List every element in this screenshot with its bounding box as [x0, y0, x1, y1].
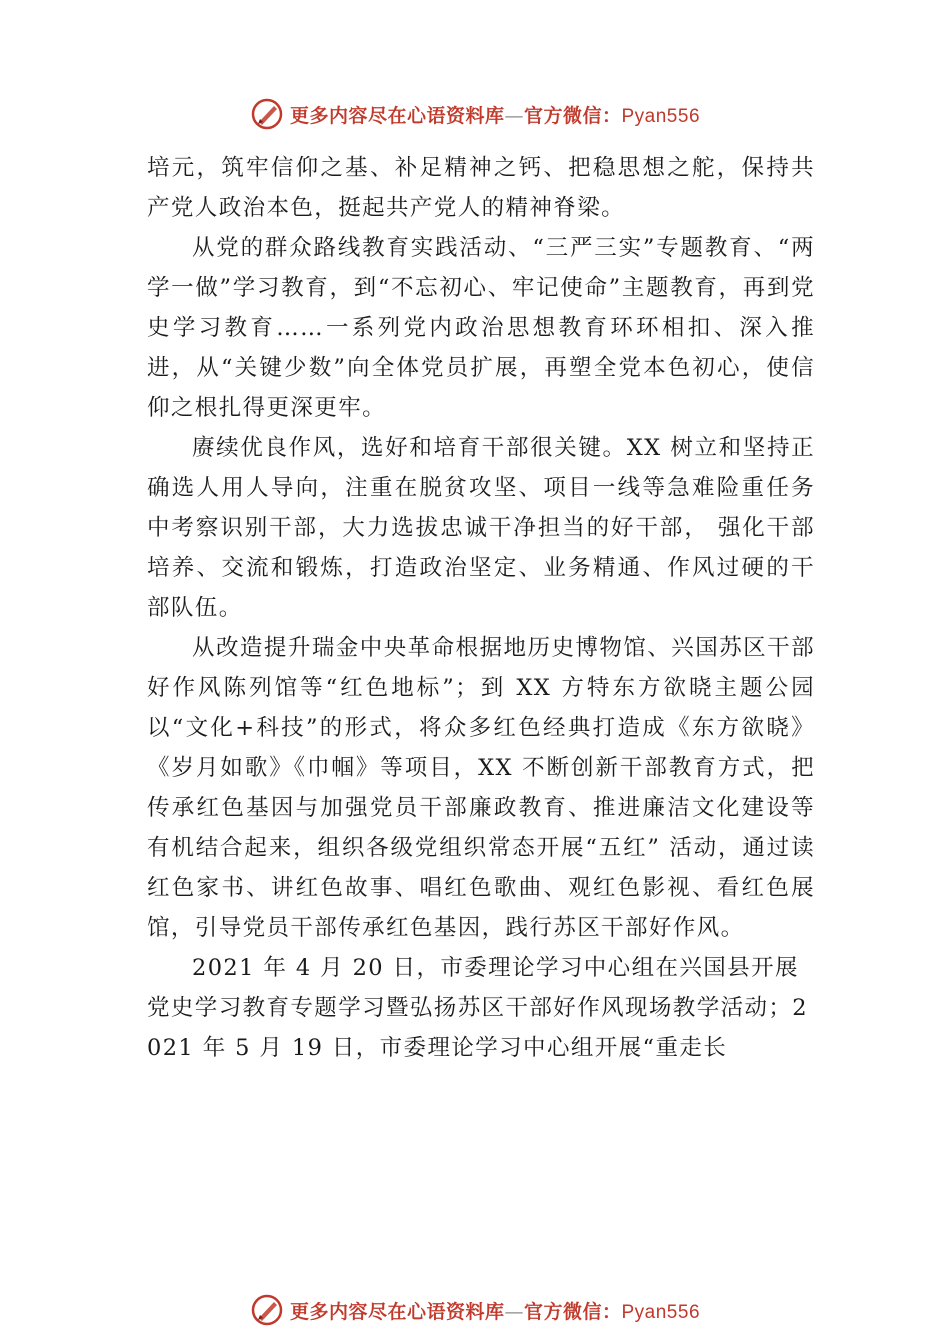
- watermark-label: 官方微信：: [523, 104, 622, 127]
- header-watermark: [0, 94, 950, 134]
- watermark-separator: —: [504, 104, 524, 127]
- watermark-id: Pyan556: [621, 1301, 701, 1323]
- watermark-separator: —: [504, 1300, 524, 1323]
- paragraph-1: 培元，筑牢信仰之基、补足精神之钙、把稳思想之舵，保持共产党人政治本色，挺起共产党人的精神脊梁。: [147, 155, 815, 221]
- watermark-cn: 更多内容尽在心语资料库: [289, 1300, 505, 1323]
- watermark-text: [290, 101, 700, 128]
- paragraph-5: 2021 年 4 月 20 日，市委理论学习中心组在兴国县开展党史学习教育专题学习暨弘扬苏区干部好作风现场教学活动；2021 年 5 月 19 日，市委理论学习中心组开展“重走长: [147, 955, 809, 1061]
- pen-seal-logo-icon: [250, 1293, 284, 1327]
- document-body: [147, 148, 815, 1068]
- pen-seal-logo-icon: [250, 97, 284, 131]
- watermark-id: Pyan556: [621, 105, 701, 127]
- paragraph-3: 赓续优良作风，选好和培育干部很关键。XX 树立和坚持正确选人用人导向，注重在脱贫攻坚、项目一线等急难险重任务中考察识别干部，大力选拔忠诚干净担当的好干部， 强化干部培养、交流和锻炼，打造政治坚定、业务精通、作风过硬的干部队伍。: [147, 435, 815, 621]
- watermark-text: [290, 1297, 700, 1324]
- watermark-cn: 更多内容尽在心语资料库: [289, 104, 505, 127]
- paragraph-2: 从党的群众路线教育实践活动、“三严三实”专题教育、“两学一做”学习教育，到“不忘初心、牢记使命”主题教育，再到党史学习教育……一系列党内政治思想教育环环相扣、深入推进，从“关键少数”向全体党员扩展，再塑全党本色初心，使信仰之根扎得更深更牢。: [147, 235, 815, 421]
- footer-watermark: [0, 1290, 950, 1330]
- paragraph-4: 从改造提升瑞金中央革命根据地历史博物馆、兴国苏区干部好作风陈列馆等“红色地标”；到 XX 方特东方欲晓主题公园以“文化+科技”的形式，将众多红色经典打造成《东方欲晓》《岁月如歌》《巾帼》等项目，XX 不断创新干部教育方式，把传承红色基因与加强党员干部廉政教育、推进廉洁文化建设等有机结合起来，组织各级党组织常态开展“五红” 活动，通过读红色家书、讲红色故事、唱红色歌曲、观红色影视、看红色展馆，引导党员干部传承红色基因，践行苏区干部好作风。: [147, 635, 815, 941]
- watermark-label: 官方微信：: [523, 1300, 622, 1323]
